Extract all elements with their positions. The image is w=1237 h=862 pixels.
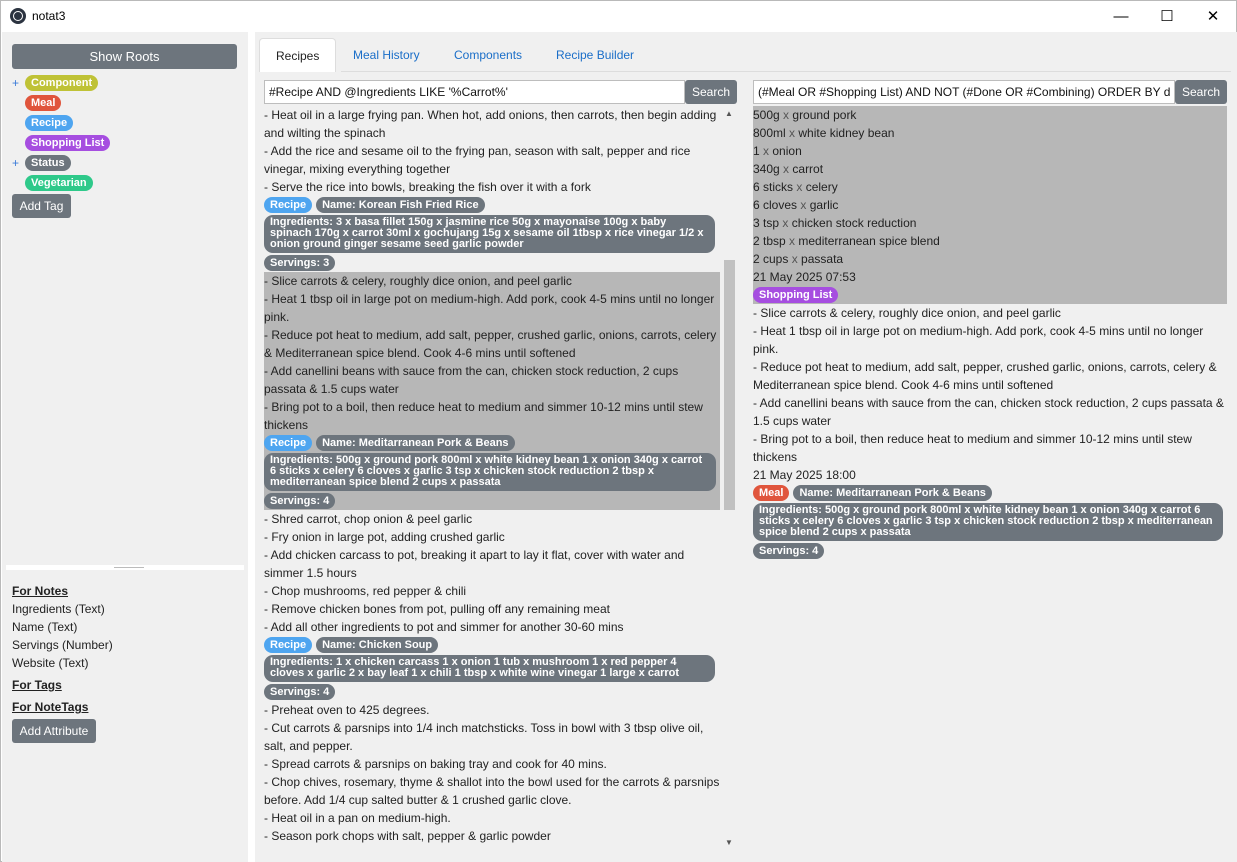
search-button[interactable]: Search <box>685 80 737 104</box>
tag-pill-shopping-list[interactable]: Shopping List <box>25 135 110 151</box>
expand-icon[interactable]: + <box>12 76 20 90</box>
note-line: - Reduce pot heat to medium, add salt, pepper, crushed garlic, onions, carrots, celery & Mediterranean spice blend. Cook 4-6 mins until softened <box>753 360 1217 392</box>
attributes-panel <box>12 578 113 716</box>
note-line: - Heat oil in a pan on medium-high. <box>264 811 451 825</box>
note-line: - Serve the rice into bowls, breaking the fish over it with a fork <box>264 180 591 194</box>
shopping-x: x <box>783 108 790 122</box>
note-item[interactable] <box>264 106 720 272</box>
tab-components[interactable]: Components <box>454 48 523 62</box>
tag-pill-meal[interactable]: Meal <box>753 485 789 501</box>
shopping-line <box>753 214 1227 232</box>
shopping-item: celery <box>805 180 838 194</box>
shopping-x: x <box>782 216 789 230</box>
shopping-line <box>753 160 1227 178</box>
note-item[interactable] <box>264 510 720 701</box>
sidebar <box>2 32 248 862</box>
tag-pill-status[interactable]: Status <box>25 155 71 171</box>
results-list <box>264 106 720 860</box>
query-input[interactable]: #Recipe AND @Ingredients LIKE '%Carrot%' <box>264 80 685 104</box>
for-tags-heading[interactable]: For Tags <box>12 678 62 692</box>
attribute-pill-name[interactable]: Name: Chicken Soup <box>316 637 438 653</box>
shopping-x: x <box>789 126 796 140</box>
tag-row-status[interactable] <box>12 153 110 173</box>
shopping-x: x <box>800 198 807 212</box>
tab-bar <box>255 32 1237 72</box>
tab-meal-history[interactable]: Meal History <box>353 48 420 62</box>
attribute-pill-servings[interactable]: Servings: 4 <box>753 543 824 559</box>
search-button[interactable]: Search <box>1175 80 1227 104</box>
shopping-qty: 6 cloves <box>753 198 798 212</box>
shopping-x: x <box>763 144 770 158</box>
note-line: - Reduce pot heat to medium, add salt, pepper, crushed garlic, onions, carrots, celery & Mediterranean spice blend. Cook 4-6 mins until softened <box>264 328 717 360</box>
note-line: - Add chicken carcass to pot, breaking it apart to lay it flat, cover with water and simmer 1.5 hours <box>264 548 685 580</box>
note-line: - Chop mushrooms, red pepper & chili <box>264 584 467 598</box>
note-line: - Slice carrots & celery, roughly dice onion, and peel garlic <box>264 274 572 288</box>
shopping-item: carrot <box>792 162 824 176</box>
add-tag-button[interactable]: Add Tag <box>12 194 71 218</box>
tag-row-component[interactable] <box>12 73 110 93</box>
shopping-qty: 1 <box>753 144 760 158</box>
scroll-down-icon[interactable]: ▼ <box>725 838 733 847</box>
meal-note[interactable] <box>753 304 1227 560</box>
shopping-item: white kidney bean <box>798 126 895 140</box>
note-line: - Bring pot to a boil, then reduce heat to medium and simmer 10-12 mins until stew thickens <box>753 432 1192 464</box>
shopping-line <box>753 232 1227 250</box>
minimize-button[interactable]: — <box>1113 7 1129 25</box>
note-line: - Chop chives, rosemary, thyme & shallot into the bowl used for the carrots & parsnips before. Add 1/4 cup salted butter & 1 crushed garlic clove. <box>264 775 720 807</box>
attribute-pill-servings[interactable]: Servings: 4 <box>264 684 335 700</box>
attribute-pill-ingredients[interactable]: Ingredients: 1 x chicken carcass 1 x onion 1 tub x mushroom 1 x red pepper 4 cloves x garlic 2 x bay leaf 1 x chili 1 tbsp x white wine vinegar 1 large x carrot <box>264 655 715 682</box>
attribute-item[interactable]: Name (Text) <box>12 620 78 634</box>
attribute-pill-name[interactable]: Name: Korean Fish Fried Rice <box>316 197 485 213</box>
shopping-item: ground pork <box>792 108 857 122</box>
shopping-list-note[interactable] <box>753 106 1227 304</box>
tag-pill-recipe[interactable]: Recipe <box>264 197 312 213</box>
tag-row-shopping-list[interactable] <box>12 133 110 153</box>
tag-row-vegetarian[interactable] <box>12 173 110 193</box>
recipes-query-pane <box>263 80 741 860</box>
shopping-qty: 2 tbsp <box>753 234 786 248</box>
note-line: - Fry onion in large pot, adding crushed garlic <box>264 530 505 544</box>
note-line: - Shred carrot, chop onion & peel garlic <box>264 512 473 526</box>
show-roots-button[interactable]: Show Roots <box>12 44 237 69</box>
note-line: - Preheat oven to 425 degrees. <box>264 703 430 717</box>
shopping-line <box>753 124 1227 142</box>
pane-splitter[interactable] <box>743 72 750 862</box>
attribute-pill-ingredients[interactable]: Ingredients: 500g x ground pork 800ml x white kidney bean 1 x onion 340g x carrot 6 sticks x celery 6 cloves x garlic 3 tsp x chicken stock reduction 2 tbsp x mediterranean spice blend 2 cups x passata <box>264 453 716 491</box>
note-line: - Spread carrots & parsnips on baking tray and cook for 40 mins. <box>264 757 607 771</box>
shopping-qty: 3 tsp <box>753 216 780 230</box>
meals-query-pane <box>753 80 1231 860</box>
main-area <box>255 32 1237 862</box>
shopping-x: x <box>783 162 790 176</box>
tag-pill-meal[interactable]: Meal <box>25 95 61 111</box>
attribute-item[interactable]: Ingredients (Text) <box>12 602 105 616</box>
shopping-item: passata <box>801 252 844 266</box>
splitter-grip-icon <box>114 567 144 568</box>
note-line: - Cut carrots & parsnips into 1/4 inch matchsticks. Toss in bowl with 3 tbsp olive oil, salt, and pepper. <box>264 721 704 753</box>
shopping-item: mediterranean spice blend <box>798 234 940 248</box>
close-button[interactable]: ✕ <box>1206 8 1220 25</box>
tag-pill-recipe[interactable]: Recipe <box>264 637 312 653</box>
shopping-x: x <box>789 234 796 248</box>
tag-pill-vegetarian[interactable]: Vegetarian <box>25 175 93 191</box>
attribute-pill-ingredients[interactable]: Ingredients: 500g x ground pork 800ml x white kidney bean 1 x onion 340g x carrot 6 sticks x celery 6 cloves x garlic 3 tsp x chicken stock reduction 2 tbsp x mediterranean spice blend 2 cups x passata <box>753 503 1223 541</box>
window-title: notat3 <box>32 9 66 23</box>
shopping-qty: 6 sticks <box>753 180 794 194</box>
results-list <box>753 106 1227 856</box>
shopping-item: garlic <box>809 198 839 212</box>
tab-recipe-builder[interactable]: Recipe Builder <box>556 48 635 62</box>
attribute-pill-ingredients[interactable]: Ingredients: 3 x basa fillet 150g x jasmine rice 50g x mayonaise 100g x baby spinach 170g x carrot 30ml x gochujang 15g x sesame oil 1tbsp x rice vinegar 1/2 x onion ground ginger sesame seed garlic powder <box>264 215 715 253</box>
note-item-selected[interactable] <box>264 272 720 510</box>
shopping-item: onion <box>772 144 802 158</box>
maximize-button[interactable]: ☐ <box>1160 8 1174 25</box>
shopping-qty: 800ml <box>753 126 786 140</box>
attribute-pill-name[interactable]: Name: Meditarranean Pork & Beans <box>316 435 514 451</box>
note-line: - Heat oil in a large frying pan. When hot, add onions, then carrots, then begin adding and wilting the spinach <box>264 108 717 140</box>
note-line: - Add all other ingredients to pot and simmer for another 30-60 mins <box>264 620 624 634</box>
attribute-pill-name[interactable]: Name: Meditarranean Pork & Beans <box>793 485 991 501</box>
tag-row-meal[interactable] <box>12 93 110 113</box>
tab-divider <box>341 71 1231 72</box>
note-line: - Slice carrots & celery, roughly dice onion, and peel garlic <box>753 306 1061 320</box>
title-bar <box>1 1 1236 31</box>
app-logo-icon <box>10 8 26 24</box>
attribute-pill-servings[interactable]: Servings: 3 <box>264 255 335 271</box>
tag-pill-shopping-list[interactable]: Shopping List <box>753 287 838 303</box>
results-scrollbar[interactable] <box>722 106 736 860</box>
tag-pill-recipe[interactable]: Recipe <box>264 435 312 451</box>
main-splitter[interactable] <box>248 32 255 862</box>
scroll-up-icon[interactable]: ▲ <box>725 109 733 118</box>
note-line: - Heat 1 tbsp oil in large pot on medium-high. Add pork, cook 4-5 mins until no longer pink. <box>264 292 715 324</box>
for-notetags-heading[interactable]: For NoteTags <box>12 700 89 714</box>
attribute-item[interactable]: Servings (Number) <box>12 638 113 652</box>
shopping-line <box>753 178 1227 196</box>
note-line: - Heat 1 tbsp oil in large pot on medium-high. Add pork, cook 4-5 mins until no longer pink. <box>753 324 1204 356</box>
shopping-qty: 340g <box>753 162 780 176</box>
note-item[interactable] <box>264 701 720 845</box>
note-date: 21 May 2025 18:00 <box>753 468 856 482</box>
shopping-line <box>753 142 1227 160</box>
tag-pill-recipe[interactable]: Recipe <box>25 115 73 131</box>
expand-icon[interactable]: + <box>12 156 20 170</box>
sidebar-splitter[interactable] <box>6 565 244 570</box>
shopping-x: x <box>796 180 803 194</box>
note-line: - Add the rice and sesame oil to the frying pan, season with salt, pepper and rice vinegar, mixing everything together <box>264 144 691 176</box>
note-line: - Add canellini beans with sauce from the can, chicken stock reduction, 2 cups passata & 1.5 cups water <box>264 364 679 396</box>
shopping-qty: 2 cups <box>753 252 789 266</box>
scrollbar-thumb[interactable] <box>724 260 735 510</box>
query-input[interactable]: (#Meal OR #Shopping List) AND NOT (#Done OR #Combining) ORDER BY d <box>753 80 1175 104</box>
shopping-line <box>753 196 1227 214</box>
tab-recipes[interactable]: Recipes <box>259 38 336 72</box>
note-line: - Add canellini beans with sauce from the can, chicken stock reduction, 2 cups passata & 1.5 cups water <box>753 396 1224 428</box>
shopping-qty: 500g <box>753 108 780 122</box>
note-line: - Bring pot to a boil, then reduce heat to medium and simmer 10-12 mins until stew thickens <box>264 400 703 432</box>
tag-pill-component[interactable]: Component <box>25 75 98 91</box>
shopping-line <box>753 106 1227 124</box>
add-attribute-button[interactable]: Add Attribute <box>12 719 96 743</box>
note-line: - Season pork chops with salt, pepper & garlic powder <box>264 829 551 843</box>
note-date: 21 May 2025 07:53 <box>753 270 856 284</box>
tag-tree <box>12 73 110 193</box>
shopping-x: x <box>791 252 798 266</box>
attribute-pill-servings[interactable]: Servings: 4 <box>264 493 335 509</box>
tag-row-recipe[interactable] <box>12 113 110 133</box>
note-line: - Remove chicken bones from pot, pulling off any remaining meat <box>264 602 610 616</box>
attribute-item[interactable]: Website (Text) <box>12 656 89 670</box>
shopping-line <box>753 250 1227 268</box>
shopping-item: chicken stock reduction <box>791 216 917 230</box>
for-notes-heading[interactable]: For Notes <box>12 584 69 598</box>
